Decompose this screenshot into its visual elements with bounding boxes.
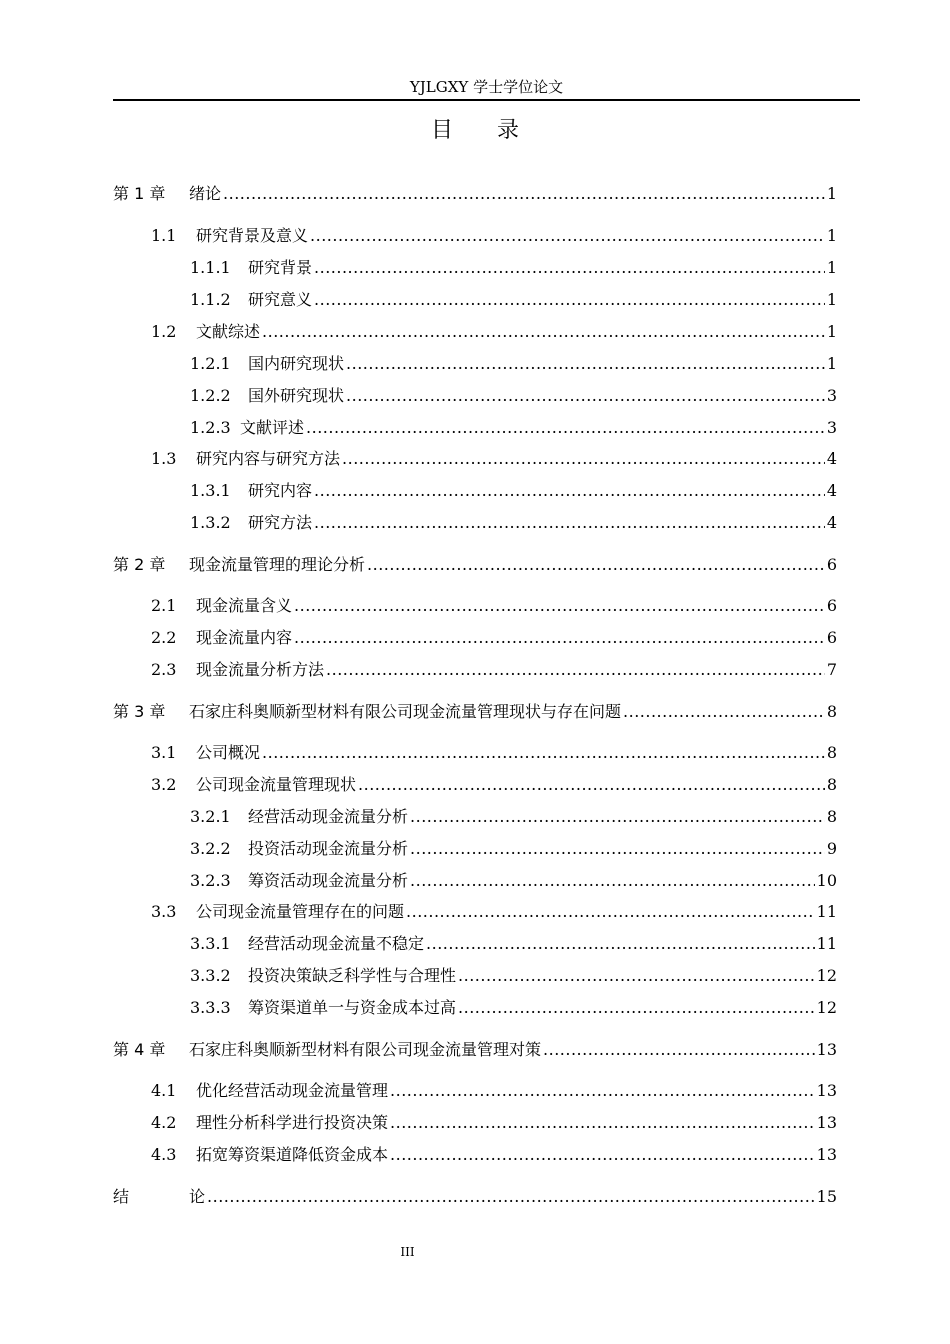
toc-leader-dots <box>314 479 825 503</box>
toc-entry-page: 4 <box>826 513 837 532</box>
toc-leader-dots <box>262 320 825 344</box>
toc-entry-number: 2.2 <box>151 628 177 647</box>
page-header: YJLGXY 学士学位论文 <box>409 78 564 96</box>
toc-entry-page: 10 <box>816 871 837 890</box>
toc-entry-title: 石家庄科奥顺新型材料有限公司现金流量管理现状与存在问题 <box>189 702 622 721</box>
toc-entry-title: 研究背景 <box>248 258 313 277</box>
toc-entry-number: 结 <box>113 1187 130 1206</box>
toc-leader-dots <box>390 1079 815 1103</box>
toc-entry-title: 经营活动现金流量不稳定 <box>248 934 425 953</box>
toc-entry-number: 2.3 <box>151 660 177 679</box>
toc-entry <box>151 773 837 797</box>
toc-entry-page: 1 <box>826 184 837 203</box>
toc-entry-page: 12 <box>816 966 837 985</box>
toc-entry-title: 文献综述 <box>196 322 261 341</box>
toc-leader-dots <box>426 932 815 956</box>
toc-entry-number: 第 4 章 <box>113 1040 166 1059</box>
toc-entry-page: 6 <box>826 628 837 647</box>
toc-entry-page: 13 <box>816 1081 837 1100</box>
toc-leader-dots <box>342 447 825 471</box>
toc-leader-dots <box>458 964 815 988</box>
toc-leader-dots <box>623 700 825 724</box>
toc-entry-number: 3.3 <box>151 902 177 921</box>
toc-entry-page: 13 <box>816 1040 837 1059</box>
toc-entry <box>151 1079 837 1103</box>
toc-entry <box>190 837 837 861</box>
toc-title-part2: 录 <box>497 118 520 143</box>
toc-entry <box>113 700 837 724</box>
toc-entry-title: 拓宽筹资渠道降低资金成本 <box>196 1145 389 1164</box>
toc-entry-page: 11 <box>816 902 837 921</box>
toc-entry <box>190 996 837 1020</box>
toc-entry <box>190 869 837 893</box>
toc-entry-number: 1.2.3 <box>190 418 231 437</box>
toc-entry-page: 3 <box>826 418 837 437</box>
toc-leader-dots <box>207 1185 815 1209</box>
toc-entry <box>190 352 837 376</box>
toc-entry <box>151 1143 837 1167</box>
toc-entry-number: 1.3.2 <box>190 513 231 532</box>
toc-entry-title: 公司现金流量管理存在的问题 <box>196 902 405 921</box>
toc-entry-number: 1.2.1 <box>190 354 231 373</box>
toc-entry <box>113 1185 837 1209</box>
toc-leader-dots <box>223 182 825 206</box>
toc-leader-dots <box>358 773 825 797</box>
toc-entry-number: 1.1.1 <box>190 258 231 277</box>
toc-entry-page: 1 <box>826 354 837 373</box>
toc-entry <box>151 1111 837 1135</box>
toc-leader-dots <box>294 594 825 618</box>
toc-entry-title: 投资决策缺乏科学性与合理性 <box>248 966 457 985</box>
toc-entry <box>190 288 837 312</box>
toc-entry-number: 第 3 章 <box>113 702 166 721</box>
toc-entry-title: 国内研究现状 <box>248 354 345 373</box>
toc-entry-page: 13 <box>816 1113 837 1132</box>
toc-entry-title: 文献评述 <box>240 418 305 437</box>
toc-title-part1: 目 <box>430 118 453 143</box>
toc-entry-number: 1.3.1 <box>190 481 231 500</box>
toc-entry <box>151 900 837 924</box>
toc-entry-title: 筹资渠道单一与资金成本过高 <box>248 998 457 1017</box>
toc-leader-dots <box>346 384 825 408</box>
toc-entry <box>190 932 837 956</box>
toc-entry-number: 3.3.2 <box>190 966 231 985</box>
toc-leader-dots <box>262 741 825 765</box>
toc-entry-page: 8 <box>826 702 837 721</box>
toc-entry-number: 1.3 <box>151 449 177 468</box>
toc-leader-dots <box>410 805 825 829</box>
toc-entry-number: 3.3.3 <box>190 998 231 1017</box>
toc-entry-number: 第 2 章 <box>113 555 166 574</box>
toc-leader-dots <box>306 416 825 440</box>
toc-entry-page: 8 <box>826 775 837 794</box>
toc-entry-title: 石家庄科奥顺新型材料有限公司现金流量管理对策 <box>189 1040 542 1059</box>
toc-entry-title: 经营活动现金流量分析 <box>248 807 409 826</box>
toc-leader-dots <box>410 837 825 861</box>
toc-entry-number: 2.1 <box>151 596 177 615</box>
toc-entry-title: 公司概况 <box>196 743 261 762</box>
toc-entry-number: 4.1 <box>151 1081 177 1100</box>
toc-leader-dots <box>326 658 825 682</box>
toc-entry-number: 3.2 <box>151 775 177 794</box>
toc-entry-number: 4.3 <box>151 1145 177 1164</box>
toc-entry-title: 论 <box>189 1187 206 1206</box>
toc-entry <box>151 658 837 682</box>
toc-leader-dots <box>410 869 815 893</box>
toc-leader-dots <box>390 1143 815 1167</box>
toc-entry-title: 现金流量含义 <box>196 596 293 615</box>
toc-entry-page: 1 <box>826 290 837 309</box>
toc-leader-dots <box>314 256 825 280</box>
toc-entry-title: 研究内容 <box>248 481 313 500</box>
toc-entry-number: 第 1 章 <box>113 184 166 203</box>
toc-leader-dots <box>346 352 825 376</box>
toc-leader-dots <box>367 553 825 577</box>
toc-entry-number: 1.2.2 <box>190 386 231 405</box>
toc-entry-number: 1.2 <box>151 322 177 341</box>
page-number: III <box>400 1245 415 1259</box>
toc-entry-page: 7 <box>826 660 837 679</box>
toc-entry-page: 15 <box>816 1187 837 1206</box>
toc-leader-dots <box>543 1038 815 1062</box>
toc-entry <box>113 553 837 577</box>
toc-entry-title: 研究内容与研究方法 <box>196 449 341 468</box>
toc-entry <box>190 256 837 280</box>
toc-entry-number: 3.2.2 <box>190 839 231 858</box>
toc-entry-page: 1 <box>826 226 837 245</box>
toc-leader-dots <box>314 511 825 535</box>
toc-entry-page: 8 <box>826 743 837 762</box>
toc-entry-page: 11 <box>816 934 837 953</box>
toc-entry-title: 国外研究现状 <box>248 386 345 405</box>
toc-entry-title: 理性分析科学进行投资决策 <box>196 1113 389 1132</box>
toc-leader-dots <box>406 900 815 924</box>
toc-entry-page: 4 <box>826 481 837 500</box>
toc-entry-page: 13 <box>816 1145 837 1164</box>
toc-entry <box>113 182 837 206</box>
toc-entry-number: 1.1 <box>151 226 177 245</box>
toc-entry-page: 8 <box>826 807 837 826</box>
toc-entry-title: 研究意义 <box>248 290 313 309</box>
toc-entry-title: 现金流量分析方法 <box>196 660 325 679</box>
toc-entry-page: 1 <box>826 258 837 277</box>
toc-entry-page: 12 <box>816 998 837 1017</box>
toc-entry <box>151 594 837 618</box>
toc-entry-title: 研究方法 <box>248 513 313 532</box>
toc-entry <box>190 805 837 829</box>
toc-leader-dots <box>390 1111 815 1135</box>
toc-leader-dots <box>314 288 825 312</box>
toc-entry-page: 9 <box>826 839 837 858</box>
toc-entry-title: 研究背景及意义 <box>196 226 309 245</box>
toc-leader-dots <box>458 996 815 1020</box>
toc-entry-page: 6 <box>826 555 837 574</box>
toc-entry <box>151 320 837 344</box>
toc-entry-page: 4 <box>826 449 837 468</box>
toc-entry-number: 3.2.3 <box>190 871 231 890</box>
toc-entry-number: 4.2 <box>151 1113 177 1132</box>
toc-entry <box>151 447 837 471</box>
toc-entry-title: 公司现金流量管理现状 <box>196 775 357 794</box>
toc-entry-page: 6 <box>826 596 837 615</box>
toc-entry-title: 筹资活动现金流量分析 <box>248 871 409 890</box>
toc-entry-title: 现金流量内容 <box>196 628 293 647</box>
toc-entry <box>151 741 837 765</box>
toc-entry <box>190 384 837 408</box>
toc-entry <box>190 416 837 440</box>
toc-entry-page: 1 <box>826 322 837 341</box>
toc-entry <box>151 626 837 650</box>
toc-entry-page: 3 <box>826 386 837 405</box>
toc-entry-title: 投资活动现金流量分析 <box>248 839 409 858</box>
toc-entry <box>190 964 837 988</box>
toc-leader-dots <box>310 224 825 248</box>
toc-entry-number: 1.1.2 <box>190 290 231 309</box>
toc-entry-title: 绪论 <box>189 184 222 203</box>
toc-entry-number: 3.1 <box>151 743 177 762</box>
toc-entry-number: 3.3.1 <box>190 934 231 953</box>
toc-entry-number: 3.2.1 <box>190 807 231 826</box>
toc-entry <box>113 1038 837 1062</box>
toc-entry <box>151 224 837 248</box>
toc-leader-dots <box>294 626 825 650</box>
toc-entry <box>190 511 837 535</box>
toc-entry-title: 优化经营活动现金流量管理 <box>196 1081 389 1100</box>
toc-entry-title: 现金流量管理的理论分析 <box>189 555 366 574</box>
toc-entry <box>190 479 837 503</box>
